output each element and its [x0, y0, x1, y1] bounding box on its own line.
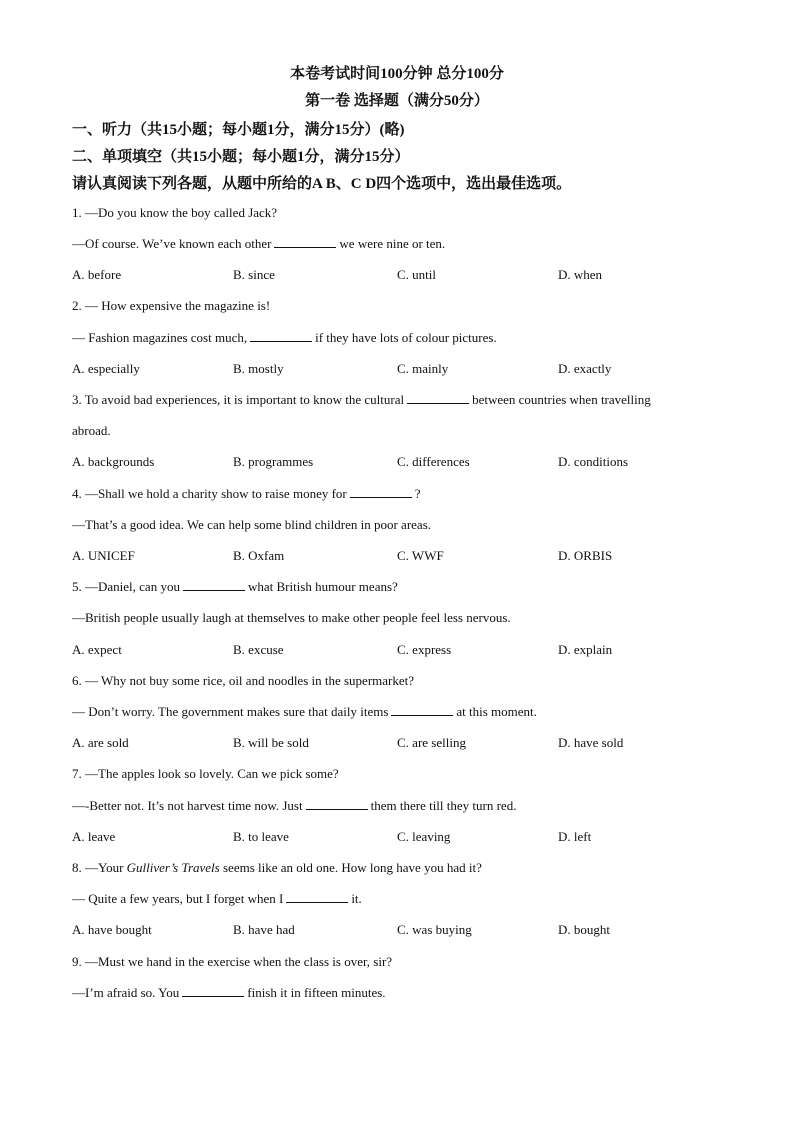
q9-response-pre: —I’m afraid so. You: [72, 985, 180, 1000]
q4-option-d: D. ORBIS: [558, 548, 613, 563]
q8-option-c: C. was buying: [397, 922, 472, 937]
q8-prompt: [72, 859, 482, 877]
q1-blank: [274, 235, 336, 248]
q5-prompt-post: what British humour means?: [247, 579, 398, 594]
q4-option-b: B. Oxfam: [233, 548, 285, 563]
q8-option-a: A. have bought: [72, 922, 152, 937]
q6-option-c: C. are selling: [397, 735, 466, 750]
q8-prompt-pre: 8. —Your: [72, 860, 127, 875]
q6-response-pre: — Don’t worry. The government makes sure that daily items: [72, 704, 389, 719]
q1-response-post: we were nine or ten.: [339, 236, 446, 251]
instruction-text: 请认真阅读下列各题，从题中所给的A B、C D四个选项中，选出最佳选项。: [72, 176, 572, 192]
q6-option-d: D. have sold: [558, 735, 624, 750]
q3-option-c: C. differences: [397, 454, 470, 469]
q7-blank: [306, 797, 368, 810]
q3-prompt-pre: 3. To avoid bad experiences, it is important to know the cultural: [72, 392, 405, 407]
q1-option-a: A. before: [72, 267, 122, 282]
q8-options: [72, 921, 722, 939]
q5-blank: [183, 578, 245, 591]
q3-option-b: B. programmes: [233, 454, 314, 469]
exam-title: 本卷考试时间100分钟 总分100分: [290, 66, 504, 82]
q3-option-a: A. backgrounds: [72, 454, 155, 469]
q8-response: [72, 890, 362, 908]
q4-option-a: A. UNICEF: [72, 548, 135, 563]
q1-options: [72, 266, 722, 284]
q7-response-pre: —-Better not. It’s not harvest time now. Just: [72, 798, 303, 813]
q5-prompt-pre: 5. —Daniel, can you: [72, 579, 180, 594]
q2-response-pre: — Fashion magazines cost much,: [72, 330, 248, 345]
q2-blank: [250, 329, 312, 342]
q8-option-d: D. bought: [558, 922, 610, 937]
q2-response-post: if they have lots of colour pictures.: [315, 330, 497, 345]
section-single-choice-heading: 二、单项填空（共15小题；每小题1分，满分15分）: [72, 149, 410, 165]
q2-option-b: B. mostly: [233, 361, 284, 376]
section-listening-heading: 一、听力（共15小题；每小题1分，满分15分）(略): [72, 122, 405, 138]
q8-response-post: it.: [351, 891, 362, 906]
q7-options: [72, 828, 722, 846]
q3-options: [72, 453, 722, 471]
q3-option-d: D. conditions: [558, 454, 629, 469]
q6-response-post: at this moment.: [456, 704, 537, 719]
q7-option-c: C. leaving: [397, 829, 451, 844]
q6-blank: [391, 703, 453, 716]
q5-option-d: D. explain: [558, 642, 613, 657]
q4-prompt-post: ?: [414, 486, 421, 501]
q1-option-c: C. until: [397, 267, 437, 282]
q4-blank: [350, 485, 412, 498]
q5-response: —British people usually laugh at themselves to make other people feel less nervous.: [72, 610, 511, 625]
q1-prompt: 1. —Do you know the boy called Jack?: [72, 205, 278, 220]
q4-prompt: [72, 485, 421, 503]
q6-response: [72, 703, 537, 721]
q6-prompt: 6. — Why not buy some rice, oil and noodles in the supermarket?: [72, 673, 415, 688]
q9-prompt: 9. —Must we hand in the exercise when the class is over, sir?: [72, 954, 393, 969]
q9-response-post: finish it in fifteen minutes.: [247, 985, 386, 1000]
q1-response-pre: —Of course. We’ve known each other: [72, 236, 272, 251]
q5-option-c: C. express: [397, 642, 452, 657]
q7-response-post: them there till they turn red.: [370, 798, 517, 813]
q6-options: [72, 734, 722, 752]
q7-option-a: A. leave: [72, 829, 116, 844]
q4-options: [72, 547, 722, 565]
q4-prompt-pre: 4. —Shall we hold a charity show to raise money for: [72, 486, 347, 501]
q9-blank: [182, 984, 244, 997]
q4-option-c: C. WWF: [397, 548, 444, 563]
q5-option-a: A. expect: [72, 642, 122, 657]
q2-prompt: 2. — How expensive the magazine is!: [72, 298, 271, 313]
q1-option-b: B. since: [233, 267, 275, 282]
q7-option-b: B. to leave: [233, 829, 289, 844]
q8-prompt-post: seems like an old one. How long have you had it?: [219, 860, 482, 875]
q5-prompt: [72, 578, 398, 596]
q1-option-d: D. when: [558, 267, 603, 282]
q3-blank: [407, 391, 469, 404]
q8-book-title: Gulliver’s Travels: [126, 860, 220, 875]
q7-prompt: 7. —The apples look so lovely. Can we pick some?: [72, 766, 339, 781]
q4-response: —That’s a good idea. We can help some blind children in poor areas.: [72, 517, 431, 532]
q3-prompt: [72, 391, 651, 409]
q2-option-a: A. especially: [72, 361, 140, 376]
q8-option-b: B. have had: [233, 922, 295, 937]
q2-option-d: D. exactly: [558, 361, 612, 376]
q1-response: [72, 235, 445, 253]
q2-option-c: C. mainly: [397, 361, 449, 376]
q6-option-a: A. are sold: [72, 735, 129, 750]
q7-option-d: D. left: [558, 829, 592, 844]
part-one-title: 第一卷 选择题（满分50分）: [305, 93, 489, 109]
q7-response: [72, 797, 516, 815]
q2-response: [72, 329, 497, 347]
q2-options: [72, 360, 722, 378]
q8-blank: [286, 890, 348, 903]
q5-options: [72, 641, 722, 659]
q8-response-pre: — Quite a few years, but I forget when I: [72, 891, 284, 906]
q3-prompt-cont: abroad.: [72, 423, 111, 438]
q5-option-b: B. excuse: [233, 642, 284, 657]
q3-prompt-post: between countries when travelling: [472, 392, 651, 407]
q9-response: [72, 984, 386, 1002]
q6-option-b: B. will be sold: [233, 735, 309, 750]
